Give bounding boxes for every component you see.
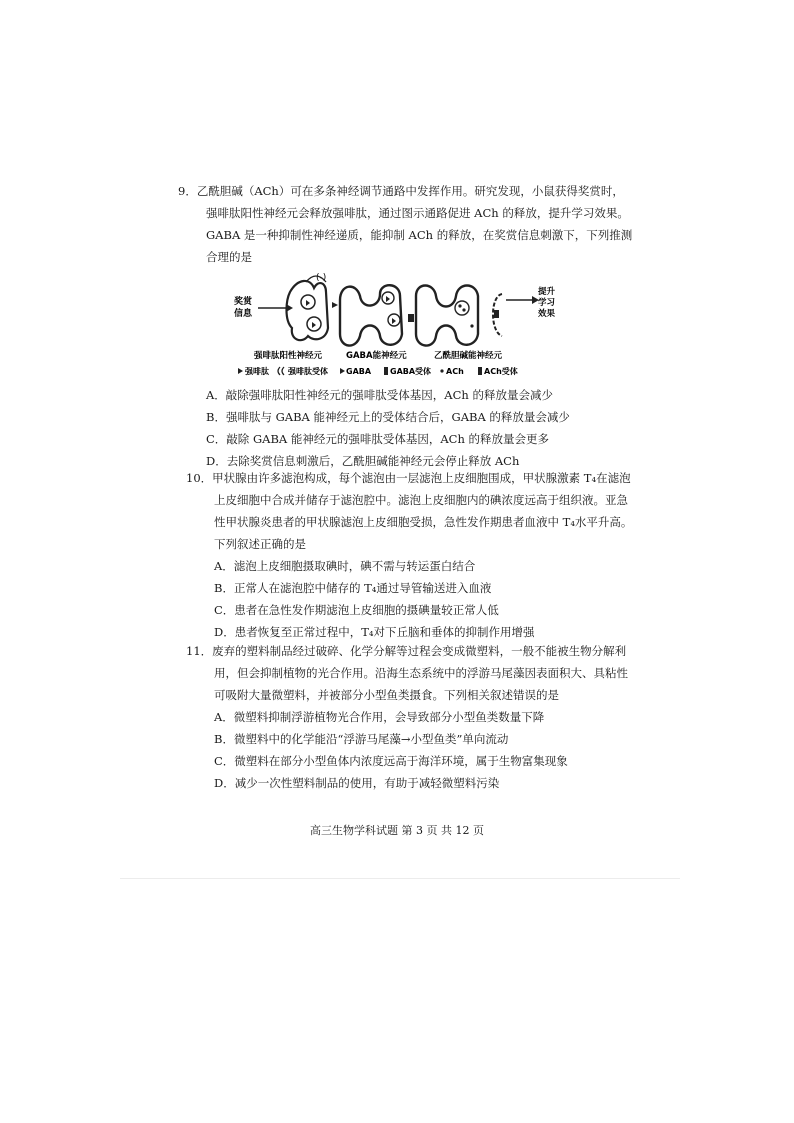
option-c: C．微塑料在部分小型鱼体内浓度远高于海洋环境，属于生物富集现象: [214, 754, 568, 768]
neuron-1-body: [287, 281, 329, 340]
ach-icon: [462, 308, 465, 311]
input-label: 信息: [234, 309, 253, 319]
option-a: A．微塑料抑制浮游植物光合作用，会导致部分小型鱼类数量下降: [214, 710, 545, 724]
inhibition-sign: (-): [316, 273, 327, 283]
option-a: A．滤泡上皮细胞摄取碘时，碘不需与转运蛋白结合: [214, 559, 476, 573]
option-a: A．敲除强啡肽阳性神经元的强啡肽受体基因，ACh 的释放量会减少: [206, 388, 553, 402]
ach-icon: [458, 304, 461, 307]
neural-pathway-diagram: [228, 270, 568, 382]
option-b: B．正常人在滤泡腔中储存的 T₄通过导管输送进入血液: [214, 581, 492, 595]
neuron-3-label: 乙酰胆碱能神经元: [434, 351, 503, 361]
q9-stem-line: 9．乙酰胆碱（ACh）可在多条神经调节通路中发挥作用。研究发现，小鼠获得奖赏时，: [178, 184, 624, 198]
gaba-receptor-icon: [408, 314, 414, 322]
vesicle: [455, 301, 469, 315]
input-label: 奖赏: [234, 297, 253, 307]
q10-stem-line: 下列叙述正确的是: [214, 537, 306, 551]
q9-stem-line: GABA 是一种抑制性神经递质，能抑制 ACh 的释放，在奖赏信息刺激下，下列推测: [206, 228, 633, 242]
q9-stem-line: 合理的是: [206, 250, 252, 264]
question-11: [186, 640, 628, 794]
question-9-options: [178, 384, 608, 472]
neuron-1-label: 强啡肽阳性神经元: [254, 351, 323, 361]
legend-label: 强啡肽受体: [288, 367, 328, 376]
legend-label: ACh: [446, 367, 464, 376]
option-c: C．患者在急性发作期滤泡上皮细胞的摄碘量较正常人低: [214, 603, 499, 617]
option-b: B．强啡肽与 GABA 能神经元上的受体结合后，GABA 的释放量会减少: [206, 410, 570, 424]
ach-icon: [470, 324, 473, 327]
legend-label: GABA: [346, 367, 372, 376]
option-d: D．减少一次性塑料制品的使用，有助于减轻微塑料污染: [214, 776, 500, 790]
q10-stem-line: 10．甲状腺由许多滤泡构成，每个滤泡由一层滤泡上皮细胞围成，甲状腺激素 T₄在滤泡: [186, 471, 631, 485]
legend-ach-receptor-icon: [478, 367, 482, 375]
q11-stem-line: 11．废弃的塑料制品经过破碎、化学分解等过程会变成微塑料，一般不能被生物分解利: [186, 644, 627, 658]
option-b: B．微塑料中的化学能沿“浮游马尾藻→小型鱼类”单向流动: [214, 732, 509, 746]
legend-gaba-icon: [340, 368, 345, 374]
legend-label: 强啡肽: [245, 367, 269, 376]
legend-label: GABA受体: [390, 367, 432, 376]
option-d: D．去除奖赏信息刺激后，乙酰胆碱能神经元会停止释放 ACh: [206, 454, 520, 468]
legend-dynorphin-icon: [238, 368, 243, 374]
output-label: 效果: [538, 309, 556, 319]
legend-dynorphin-receptor-icon: [278, 367, 284, 375]
fold-line: [120, 878, 680, 879]
page-footer: 高三生物学科试题 第 3 页 共 12 页: [310, 824, 484, 837]
q10-stem-line: 性甲状腺炎患者的甲状腺滤泡上皮细胞受损，急性发作期患者血液中 T₄水平升高。: [214, 515, 633, 529]
q11-stem-line: 可吸附大量微塑料，并被部分小型鱼类摄食。下列相关叙述错误的是: [214, 688, 559, 702]
ach-receptor-icon: [494, 310, 499, 318]
legend-ach-icon: [440, 369, 443, 372]
question-10: [186, 467, 633, 643]
neuron-3-body: [416, 286, 478, 346]
option-c: C．敲除 GABA 能神经元的强啡肽受体基因，ACh 的释放量会更多: [206, 432, 550, 446]
output-label: 学习: [538, 298, 556, 308]
legend-label: ACh受体: [484, 367, 518, 376]
legend-gaba-receptor-icon: [384, 367, 388, 375]
dynorphin-receptor-icon: [332, 302, 338, 308]
output-label: 提升: [538, 287, 556, 297]
q10-stem-line: 上皮细胞中合成并储存于滤泡腔中。滤泡上皮细胞内的碘浓度远高于组织液。亚急: [214, 493, 628, 507]
neuron-2-label: GABA能神经元: [346, 351, 407, 361]
option-d: D．患者恢复至正常过程中，T₄对下丘脑和垂体的抑制作用增强: [214, 625, 535, 639]
question-9: [178, 180, 633, 268]
q11-stem-line: 用，但会抑制植物的光合作用。沿海生态系统中的浮游马尾藻因表面积大、具粘性: [214, 666, 628, 680]
q9-stem-line: 强啡肽阳性神经元会释放强啡肽，通过图示通路促进 ACh 的释放，提升学习效果。: [206, 206, 629, 220]
